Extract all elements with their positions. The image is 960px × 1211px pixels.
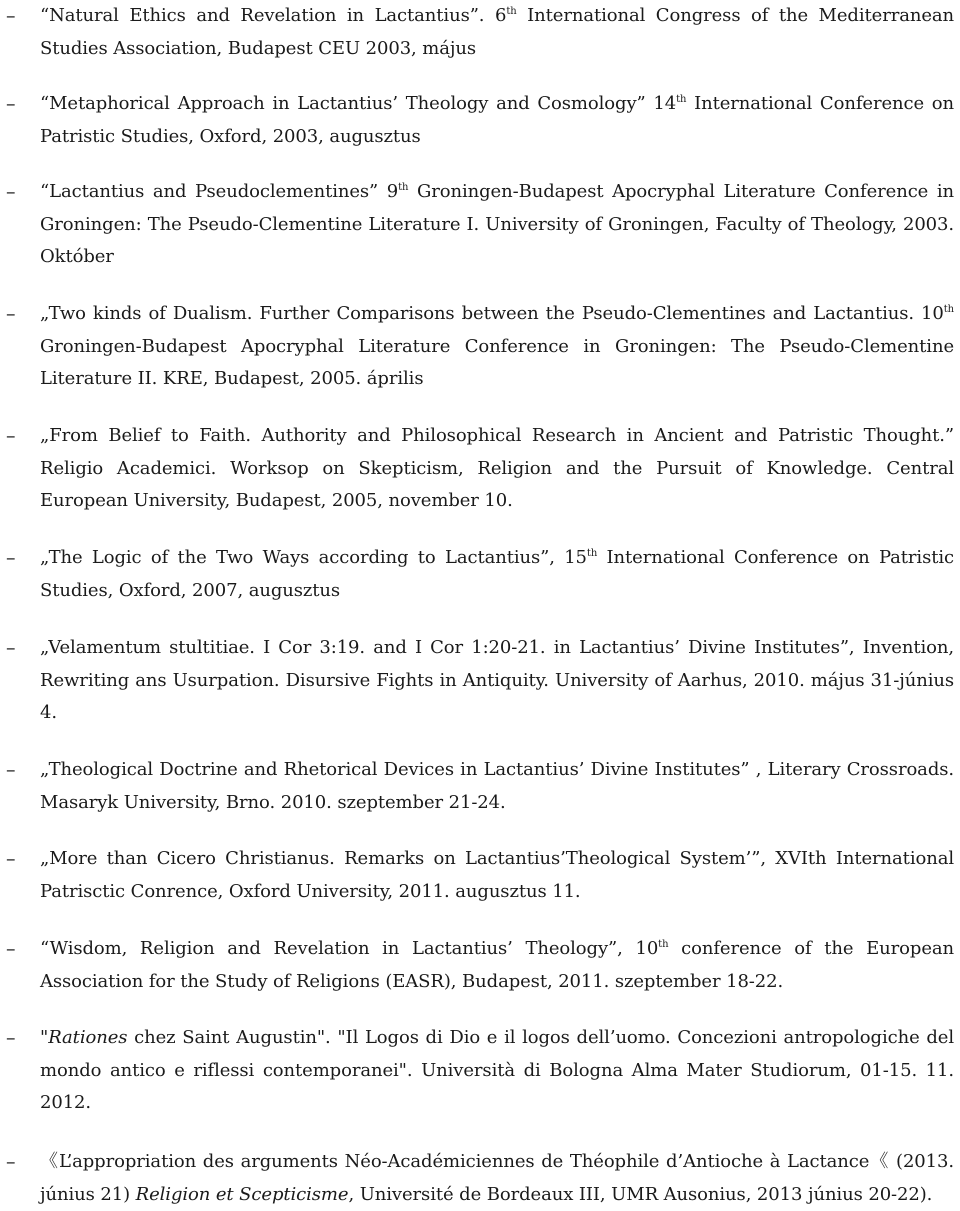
list-bullet: – [6,637,16,659]
entry-text [40,754,954,819]
list-bullet: – [6,547,16,569]
entry-text [40,632,954,730]
list-bullet: – [6,848,16,870]
entry-text [40,298,954,396]
entry-text-run: „Two kinds of Dualism. Further Comparisons between the Pseudo-Clementines and Lactantius. 10 [40,303,944,324]
entry-text-run: Groningen-Budapest Apocryphal Literature Conference in Groningen: The Pseudo-Clementine Literature I. University of Groningen, Faculty of Theology, 2003. Október [40,181,954,267]
entry-text [40,1022,954,1120]
italic-title: Rationes [48,1027,128,1048]
entry-text [40,0,954,65]
entry-text-run: „The Logic of the Two Ways according to Lactantius”, 15 [40,547,587,568]
entry-text [40,933,954,998]
entry-text-run: International Conference on Patristic Studies, Oxford, 2007, augusztus [40,547,954,601]
entry-text-run: International Conference on Patristic Studies, Oxford, 2003, augusztus [40,93,954,147]
ordinal-superscript: th [676,94,687,105]
entry-text [40,176,954,274]
entry-text-run: „Theological Doctrine and Rhetorical Devices in Lactantius’ Divine Institutes” , Literary Crossroads. Masaryk University, Brno. 2010. szeptember 21-24. [40,759,954,813]
entry-text-run: „More than Cicero Christianus. Remarks on Lactantius’Theological System’”, XVIth International Patrisctic Conrence, Oxford University, 2011. augusztus 11. [40,848,954,902]
entry-text-run: „Velamentum stultitiae. I Cor 3:19. and I Cor 1:20-21. in Lactantius’ Divine Institutes”, Invention, Rewriting ans Usurpation. Disursive Fights in Antiquity. University of Aarhus, 2010. május 31-június 4. [40,637,954,723]
list-bullet: – [6,93,16,115]
entry-text-run: “Metaphorical Approach in Lactantius’ Theology and Cosmology” 14 [40,93,677,114]
ordinal-superscript: th [398,182,409,193]
entry-text [40,88,954,153]
ordinal-superscript: th [586,548,598,559]
entry-text-run: conference of the European Association for the Study of Religions (EASR), Budapest, 2011. szeptember 18-22. [40,938,955,992]
entry-text-run: “Wisdom, Religion and Revelation in Lactantius’ Theology”, 10 [40,938,659,959]
entry-text [40,843,954,908]
entry-text [40,1146,954,1211]
entry-text-run: “Lactantius and Pseudoclementines” 9 [40,181,399,202]
list-bullet: – [6,938,16,960]
list-bullet: – [6,425,16,447]
entry-text-run: Groningen-Budapest Apocryphal Literature Conference in Groningen: The Pseudo-Clementine Literature II. KRE, Budapest, 2005. április [40,335,954,389]
entry-text-run: " [40,1027,49,1048]
list-bullet: – [6,303,16,325]
entry-text-run: „From Belief to Faith. Authority and Philosophical Research in Ancient and Patristic Thought.” Religio Academici. Worksop on Skepticism, Religion and the Pursuit of Knowledge. Central European University, Budapest, 2005, november 10. [40,425,954,511]
entry-text [40,542,954,607]
ordinal-superscript: th [943,304,954,315]
list-bullet: – [6,181,16,203]
entry-text-run: International Congress of the Mediterranean Studies Association, Budapest CEU 2003, május [40,5,955,59]
ordinal-superscript: th [506,6,517,17]
entry-text-run: 《L’appropriation des arguments Néo-Académiciennes de Théophile d’Antioche à Lactance《 (2013. június 21) [40,1151,954,1205]
ordinal-superscript: th [658,939,669,950]
entry-text-run: , Université de Bordeaux III, UMR Ausonius, 2013 június 20-22). [348,1183,933,1205]
entry-text-run: “Natural Ethics and Revelation in Lactantius”. 6 [40,5,507,26]
list-bullet: – [6,1151,16,1173]
entry-text [40,420,954,518]
list-bullet: – [6,1027,16,1049]
list-bullet: – [6,5,16,27]
italic-title: Religion et Scepticisme [135,1183,349,1205]
list-bullet: – [6,759,16,781]
entry-text-run: chez Saint Augustin". "Il Logos di Dio e il logos dell’uomo. Concezioni antropologiche del mondo antico e riflessi contemporanei". Università di Bologna Alma Mater Studiorum, 01-15. 11. 2012. [40,1027,954,1113]
